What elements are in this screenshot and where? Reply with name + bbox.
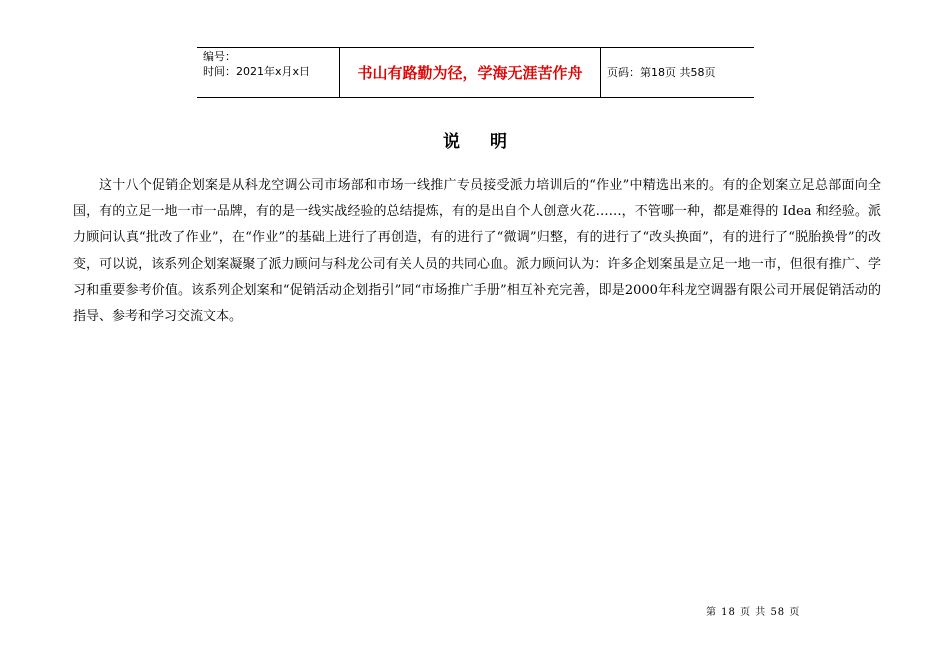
header-motto-cell [340, 48, 601, 97]
doc-number-label: 编号： [203, 50, 236, 63]
page-footer: 第 18 页 共 58 页 [706, 607, 801, 618]
header-page-cell [601, 48, 754, 97]
body-paragraph: 这十八个促销企划案是从科龙空调公司市场部和市场一线推广专员接受派力培训后的“作业”中精选出来的。有的企划案立足总部面向全国，有的立足一地一市一品牌，有的是一线实战经验的总结提炼，有的是出自个人创意火花……，不管哪一种，都是难得的 Idea 和经验。派力顾问认真“批改了作业”，在“作业”的基础上进行了再创造，有的进行了“微调”归整，有的进行了“改头换面”，有的进行了“脱胎换骨”的改变，可以说，该系列企划案凝聚了派力顾问与科龙公司有关人员的共同心血。派力顾问认为：许多企划案虽是立足一地一市，但很有推广、学习和重要参考价值。该系列企划案和“促销活动企划指引”同“市场推广手册”相互补充完善，即是2000年科龙空调器有限公司开展促销活动的指导、参考和学习交流文本。 [73, 178, 881, 325]
doc-time-label: 时间：2021年x月x日 [203, 65, 311, 78]
page-title: 说明 [443, 132, 537, 152]
motto-text: 书山有路勤为径，学海无涯苦作舟 [357, 64, 583, 82]
header-table [197, 47, 754, 98]
page-code-label: 页码：第18页 共58页 [607, 66, 716, 79]
header-meta-cell [197, 48, 340, 97]
